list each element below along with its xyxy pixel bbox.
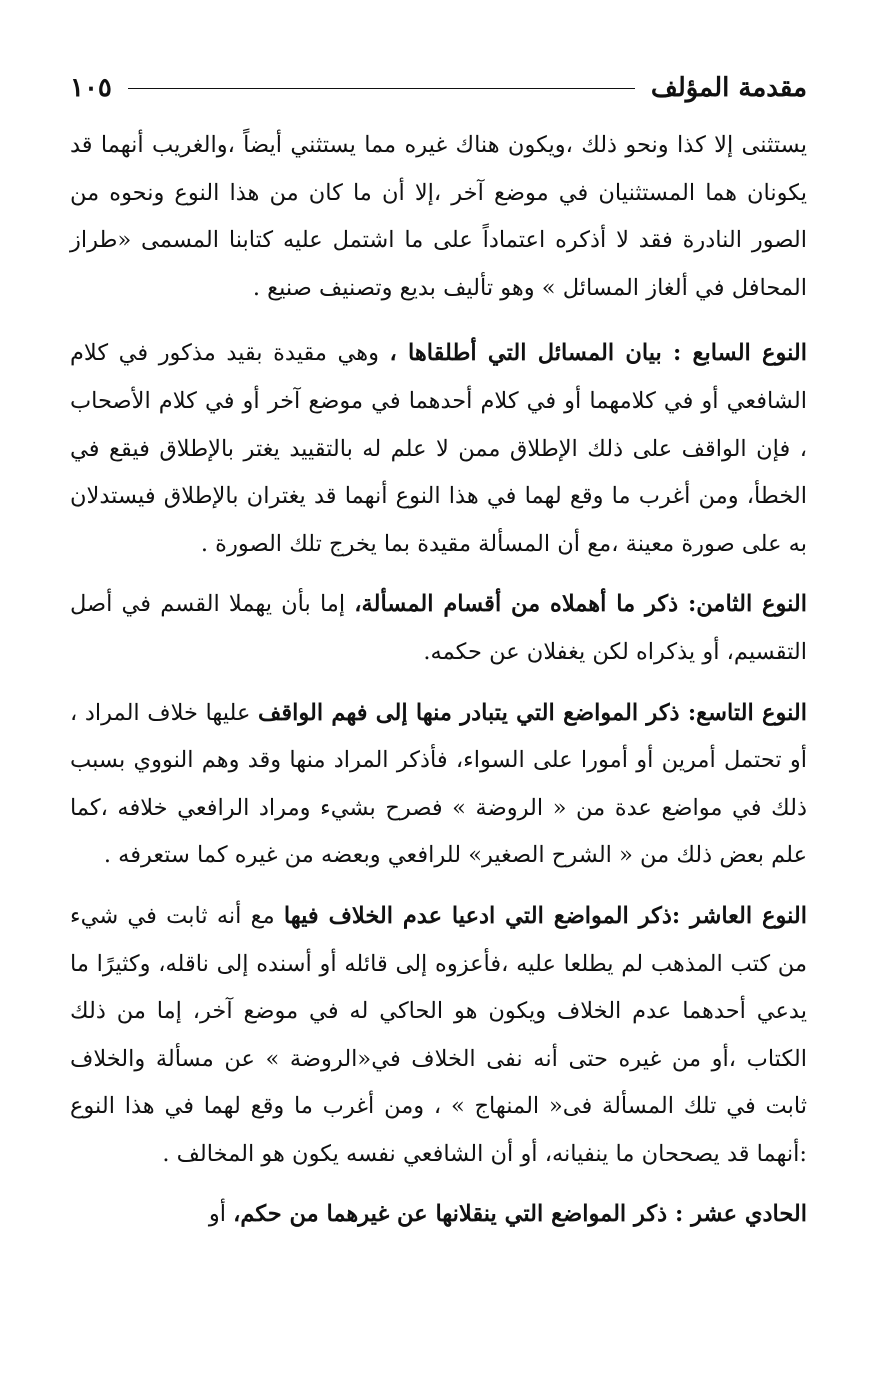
paragraph-text: إما بأن يهملا القسم في أصل التقسيم، أو يذكراه لكن يغفلان عن حكمه. — [70, 591, 807, 665]
paragraph-type-11 — [70, 1191, 807, 1239]
paragraph-text: يستثنى إلا كذا ونحو ذلك ،ويكون هناك غيره مما يستثني أيضاً ،والغريب أنهما قد يكونان هما المستثنيان في موضع آخر ،إلا أن ما كان من هذا النوع ونحوه من الصور النادرة فقد لا أذكره اعتماداً على ما اشتمل عليه كتابنا المسمى «طراز المحافل في ألغاز المسائل » وهو تأليف بديع وتصنيف صنيع . — [70, 132, 807, 301]
paragraph-type-10 — [70, 893, 807, 1179]
page-header — [70, 66, 807, 110]
paragraph-type-7 — [70, 330, 807, 568]
paragraph-heading: النوع السابع : بيان المسائل التي أطلقاها ، — [389, 340, 807, 367]
paragraph-text: أو — [208, 1201, 234, 1228]
paragraph-type-8 — [70, 581, 807, 676]
paragraph-text: مع أنه ثابت في شيء من كتب المذهب لم يطلعا عليه ،فأعزوه إلى قائله أو أسنده إلى ناقله، وكثيرًا ما يدعي أحدهما عدم الخلاف ويكون هو الحاكي له في موضع آخر، إما من ذلك الكتاب ،أو من غيره حتى أنه نفى الخلاف في«الروضة » عن مسألة والخلاف ثابت في تلك المسألة فى« المنهاج » ، ومن أغرب ما وقع لهما في هذا النوع :أنهما قد يصححان ما ينفيانه، أو أن الشافعي نفسه يكون هو المخالف . — [70, 902, 807, 1167]
paragraph-type-9 — [70, 690, 807, 880]
paragraph-heading: النوع التاسع: ذكر المواضع التي يتبادر منها إلى فهم الواقف — [258, 699, 807, 726]
paragraph-text: وهي مقيدة بقيد مذكور في كلام الشافعي أو في كلامهما أو في كلام أحدهما في موضع آخر أو في كلام الأصحاب ، فإن الواقف على ذلك الإطلاق ممن لا علم له بالتقييد يغتر بالإطلاق فيقع في الخطأ، ومن أغرب ما وقع لهما في هذا النوع أنهما قد يغتران بالإطلاق فيستدلان به على صورة معينة ،مع أن المسألة مقيدة بما يخرج تلك الصورة . — [70, 340, 807, 557]
page-number: ١٠٥ — [70, 73, 112, 103]
header-rule — [128, 88, 635, 89]
running-title: مقدمة المؤلف — [650, 73, 807, 103]
body-text — [70, 122, 807, 1252]
paragraph-heading: النوع العاشر :ذكر المواضع التي ادعيا عدم الخلاف فيها — [283, 902, 807, 929]
paragraph-heading: النوع الثامن: ذكر ما أهملاه من أقسام المسألة، — [354, 591, 807, 618]
paragraph — [70, 122, 807, 312]
paragraph-text: عليها خلاف المراد ، أو تحتمل أمرين أو أمورا على السواء، فأذكر المراد منها وقد وهم النووي بسبب ذلك في مواضع عدة من « الروضة » فصرح بشيء ومراد الرافعي خلافه ،كما علم بعض ذلك من « الشرح الصغير» للرافعي وبعضه من غيره كما ستعرفه . — [70, 699, 807, 869]
paragraph-heading: الحادي عشر : ذكر المواضع التي ينقلانها عن غيرهما من حكم، — [233, 1201, 807, 1228]
